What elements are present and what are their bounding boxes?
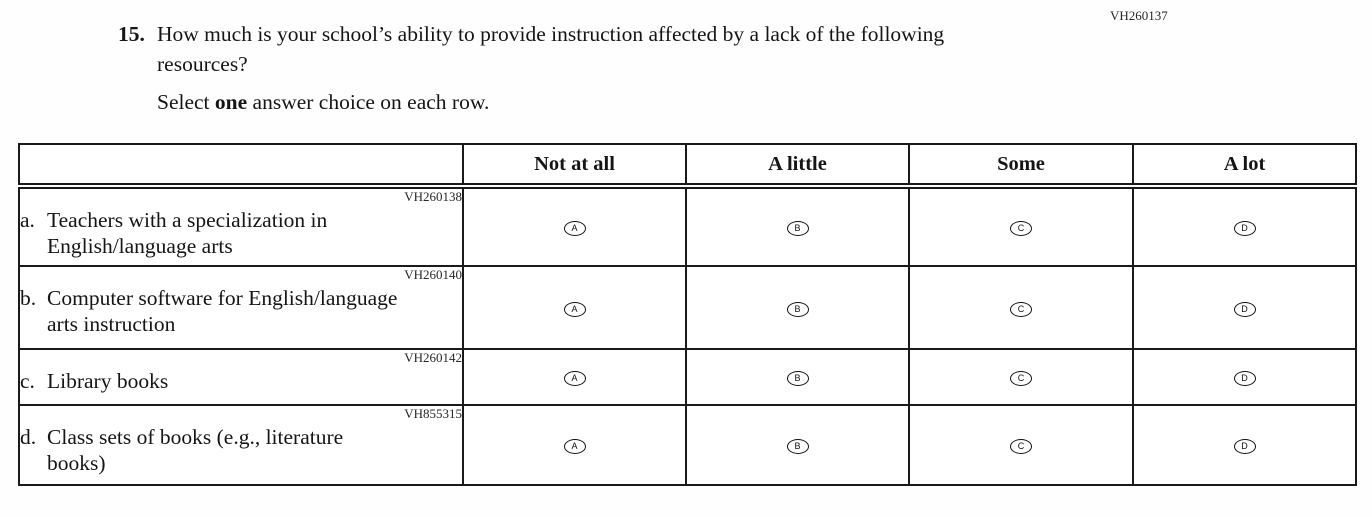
answer-cell — [1133, 186, 1356, 266]
question-body — [157, 19, 1002, 117]
row-label-text: Library books — [47, 369, 169, 393]
option-bubble-b[interactable]: B — [787, 221, 809, 236]
row-label — [20, 424, 462, 476]
option-bubble-a[interactable]: A — [564, 439, 586, 454]
row-label — [20, 207, 462, 259]
option-bubble-c[interactable]: C — [1010, 302, 1032, 317]
row-header-cell — [19, 266, 463, 349]
answer-cell — [686, 349, 909, 405]
option-bubble-d[interactable]: D — [1234, 221, 1256, 236]
answer-cell — [1133, 349, 1356, 405]
table-row-c — [19, 349, 1356, 405]
option-bubble-d[interactable]: D — [1234, 371, 1256, 386]
row-label — [20, 368, 462, 394]
row-letter: a. — [20, 208, 35, 232]
answer-cell — [909, 266, 1133, 349]
row-label-text: Computer software for English/language arts instruction — [47, 286, 398, 336]
option-bubble-a[interactable]: A — [564, 302, 586, 317]
answer-cell — [909, 186, 1133, 266]
question-instruction — [157, 87, 1002, 117]
row-header-cell — [19, 349, 463, 405]
answer-cell — [686, 186, 909, 266]
answer-cell — [909, 405, 1133, 485]
option-bubble-c[interactable]: C — [1010, 439, 1032, 454]
answer-cell — [686, 405, 909, 485]
row-letter: b. — [20, 286, 37, 310]
option-bubble-c[interactable]: C — [1010, 371, 1032, 386]
option-bubble-b[interactable]: B — [787, 371, 809, 386]
col-header-some: Some — [909, 144, 1133, 186]
header-row — [19, 144, 1356, 186]
row-letter: d. — [20, 425, 37, 449]
row-label-text: Teachers with a specialization in English/language arts — [47, 208, 328, 258]
answer-cell — [463, 186, 686, 266]
answer-matrix-table — [18, 143, 1357, 486]
table-row-a — [19, 186, 1356, 266]
instruction-prefix: Select — [157, 90, 215, 114]
answer-cell — [1133, 266, 1356, 349]
row-label — [20, 285, 462, 337]
answer-cell — [686, 266, 909, 349]
option-bubble-d[interactable]: D — [1234, 439, 1256, 454]
col-header-a-little: A little — [686, 144, 909, 186]
question-number: 15. — [118, 22, 145, 46]
col-header-not-at-all: Not at all — [463, 144, 686, 186]
option-bubble-b[interactable]: B — [787, 439, 809, 454]
answer-cell — [909, 349, 1133, 405]
row-header-cell — [19, 405, 463, 485]
row-accession-code: VH260138 — [404, 189, 462, 204]
col-header-a-lot: A lot — [1133, 144, 1356, 186]
row-accession-code: VH260142 — [404, 350, 462, 365]
row-header-cell — [19, 186, 463, 266]
corner-cell — [19, 144, 463, 186]
question-accession-code: VH260137 — [1110, 8, 1168, 23]
instruction-suffix: answer choice on each row. — [247, 90, 490, 114]
option-bubble-b[interactable]: B — [787, 302, 809, 317]
row-accession-code: VH260140 — [404, 267, 462, 282]
option-bubble-a[interactable]: A — [564, 371, 586, 386]
row-accession-code: VH855315 — [404, 406, 462, 421]
option-bubble-c[interactable]: C — [1010, 221, 1032, 236]
instruction-bold-word: one — [214, 90, 248, 114]
option-bubble-d[interactable]: D — [1234, 302, 1256, 317]
row-letter: c. — [20, 369, 35, 393]
option-bubble-a[interactable]: A — [564, 221, 586, 236]
table-row-d — [19, 405, 1356, 485]
table-row-b — [19, 266, 1356, 349]
row-label-text: Class sets of books (e.g., literature books) — [47, 425, 344, 475]
question-text: How much is your school’s ability to provide instruction affected by a lack of the following resources? — [157, 22, 945, 76]
answer-cell — [463, 349, 686, 405]
answer-cell — [1133, 405, 1356, 485]
answer-cell — [463, 266, 686, 349]
answer-cell — [463, 405, 686, 485]
question-block — [118, 19, 1002, 117]
